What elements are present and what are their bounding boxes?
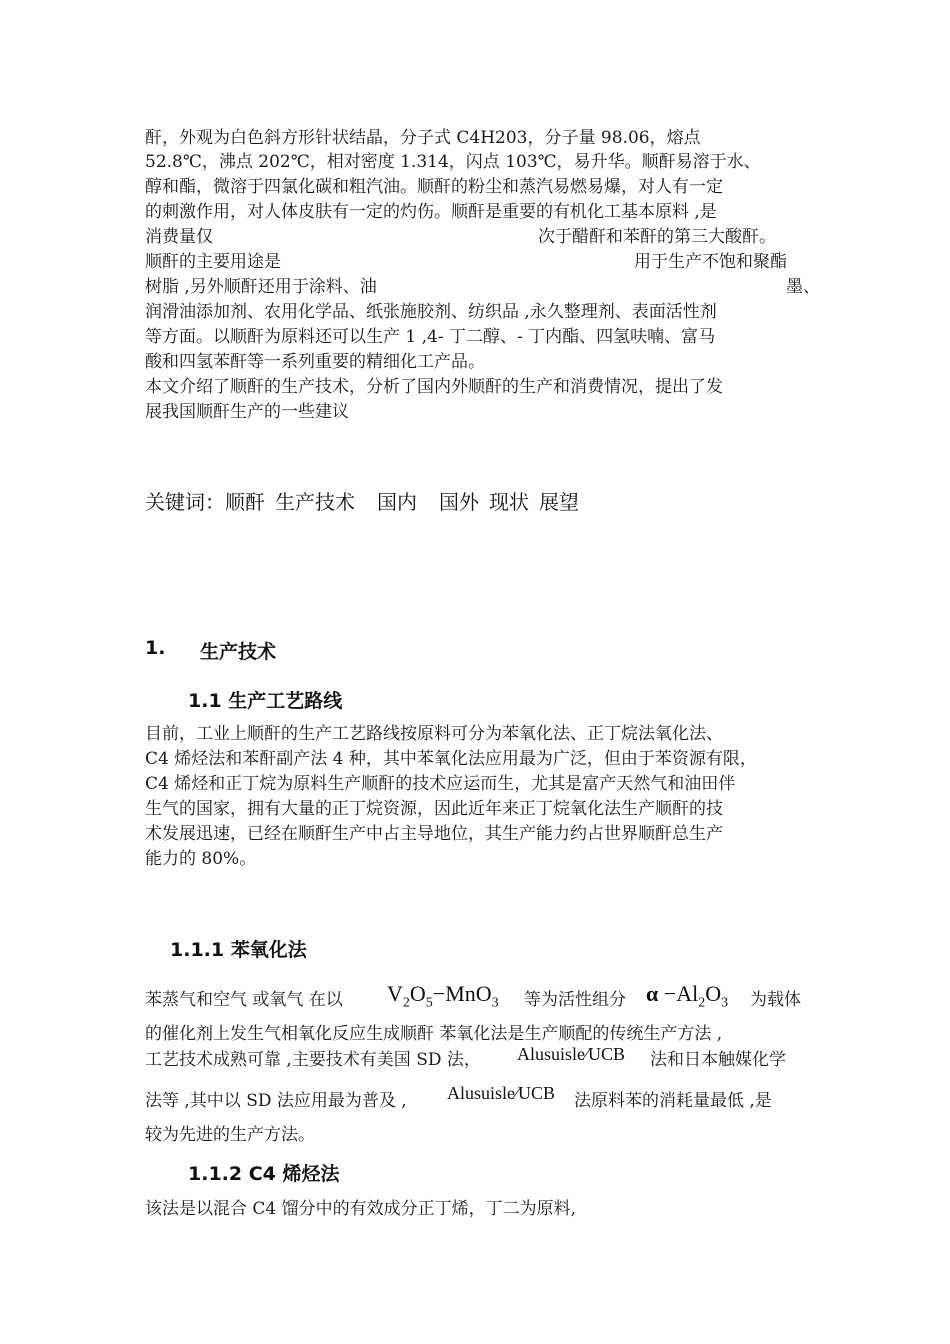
- paragraph-line: 目前，工业上顺酐的生产工艺路线按原料可分为苯氧化法、正丁烷法氧化法、: [145, 724, 723, 744]
- paragraph-text: 的催化剂上发生气相氧化反应生成顺酐 苯氧化法是生产顺配的传统生产方法 ,: [145, 1024, 723, 1044]
- paragraph-line: C4 烯烃和正丁烷为原料生产顺酐的技术应运而生，尤其是富产天然气和油田伴: [145, 774, 736, 794]
- paragraph-text: 苯蒸气和空气 或氧气 在以: [145, 990, 343, 1010]
- paragraph-text: 该法是以混合 C4 馏分中的有效成分正丁烯，丁二为原料,: [145, 1199, 577, 1219]
- intro-line: 消费量仅: [145, 227, 213, 247]
- intro-line: 醇和酯，微溶于四氯化碳和粗汽油。顺酐的粉尘和蒸汽易燃易爆，对人有一定: [145, 177, 723, 197]
- intro-line: 用于生产不饱和聚酯: [634, 252, 787, 272]
- subsubsection-title: 1.1.1 苯氧化法: [170, 939, 307, 961]
- intro-line: 本文介绍了顺酐的生产技术，分析了国内外顺酐的生产和消费情况，提出了发: [145, 377, 723, 397]
- keyword: 现状: [489, 490, 529, 514]
- formula-alpha-al2o3: $\alpha -Al_2O_3$: [646, 981, 729, 1011]
- intro-line: 次于醋酐和苯酐的第三大酸酐。: [538, 227, 776, 247]
- keyword: 生产技术: [275, 490, 355, 514]
- intro-line: 展我国顺酐生产的一些建议: [145, 402, 349, 422]
- intro-line: 顺酐的主要用途是: [145, 252, 281, 272]
- paragraph-text: 等为活性组分: [524, 990, 626, 1010]
- intro-line: 52.8℃，沸点 202℃，相对密度 1.314，闪点 103℃，易升华。顺酐易溶于水、: [145, 152, 761, 172]
- subsection-title: 1.1 生产工艺路线: [188, 690, 343, 712]
- section-number: 1.: [145, 637, 166, 659]
- intro-line: 树脂 ,另外顺酐还用于涂料、油: [145, 277, 377, 297]
- intro-line: 润滑油添加剂、农用化学品、纸张施胶剂、纺织品 ,永久整理剂、表面活性剂: [145, 302, 717, 322]
- paragraph-text: 法原料苯的消耗量最低 ,是: [574, 1091, 772, 1111]
- keywords-label: 关键词：: [145, 490, 225, 514]
- paragraph-line: C4 烯烃法和苯酐副产法 4 种，其中苯氧化法应用最为广泛，但由于苯资源有限，: [145, 749, 757, 769]
- section-title: 生产技术: [200, 641, 277, 663]
- paragraph-text: 法等 ,其中以 SD 法应用最为普及 ,: [145, 1091, 407, 1111]
- paragraph-text: 工艺技术成熟可靠 ,主要技术有美国 SD 法，: [145, 1050, 481, 1070]
- intro-line: 墨、: [786, 277, 820, 297]
- formula-v2o5-mno3: $V_2O_5-MnO_3$: [387, 981, 499, 1011]
- intro-line: 酸和四氢苯酐等一系列重要的精细化工产品。: [145, 352, 485, 372]
- keyword: 国外: [439, 490, 479, 514]
- paragraph-line: 术发展迅速，已经在顺酐生产中占主导地位，其生产能力约占世界顺酐总生产: [145, 824, 723, 844]
- process-name-alusuisle-ucb: Alusuisle∕UCB: [517, 1044, 626, 1064]
- keywords-line: [145, 486, 589, 515]
- process-name-alusuisle-ucb: Alusuisle∕UCB: [447, 1083, 556, 1103]
- intro-line: 等方面。以顺酐为原料还可以生产 1 ,4- 丁二醇、- 丁内酯、四氢呋喃、富马: [145, 327, 716, 347]
- keyword: 国内: [377, 490, 417, 514]
- paragraph-line: 生气的国家，拥有大量的正丁烷资源，因此近年来正丁烷氧化法生产顺酐的技: [145, 799, 723, 819]
- paragraph-text: 法和日本触媒化学: [650, 1050, 786, 1070]
- intro-line: 酐，外观为白色斜方形针状结晶，分子式 C4H203，分子量 98.06，熔点: [145, 128, 701, 148]
- paragraph-line: 能力的 80%。: [145, 849, 257, 869]
- paragraph-text: 为载体: [750, 990, 801, 1010]
- subsubsection-title: 1.1.2 C4 烯烃法: [188, 1163, 340, 1185]
- paragraph-text: 较为先进的生产方法。: [145, 1125, 315, 1145]
- keyword: 顺酐: [225, 490, 265, 514]
- keyword: 展望: [539, 490, 579, 514]
- intro-line: 的刺激作用，对人体皮肤有一定的灼伤。顺酐是重要的有机化工基本原料 ,是: [145, 202, 717, 222]
